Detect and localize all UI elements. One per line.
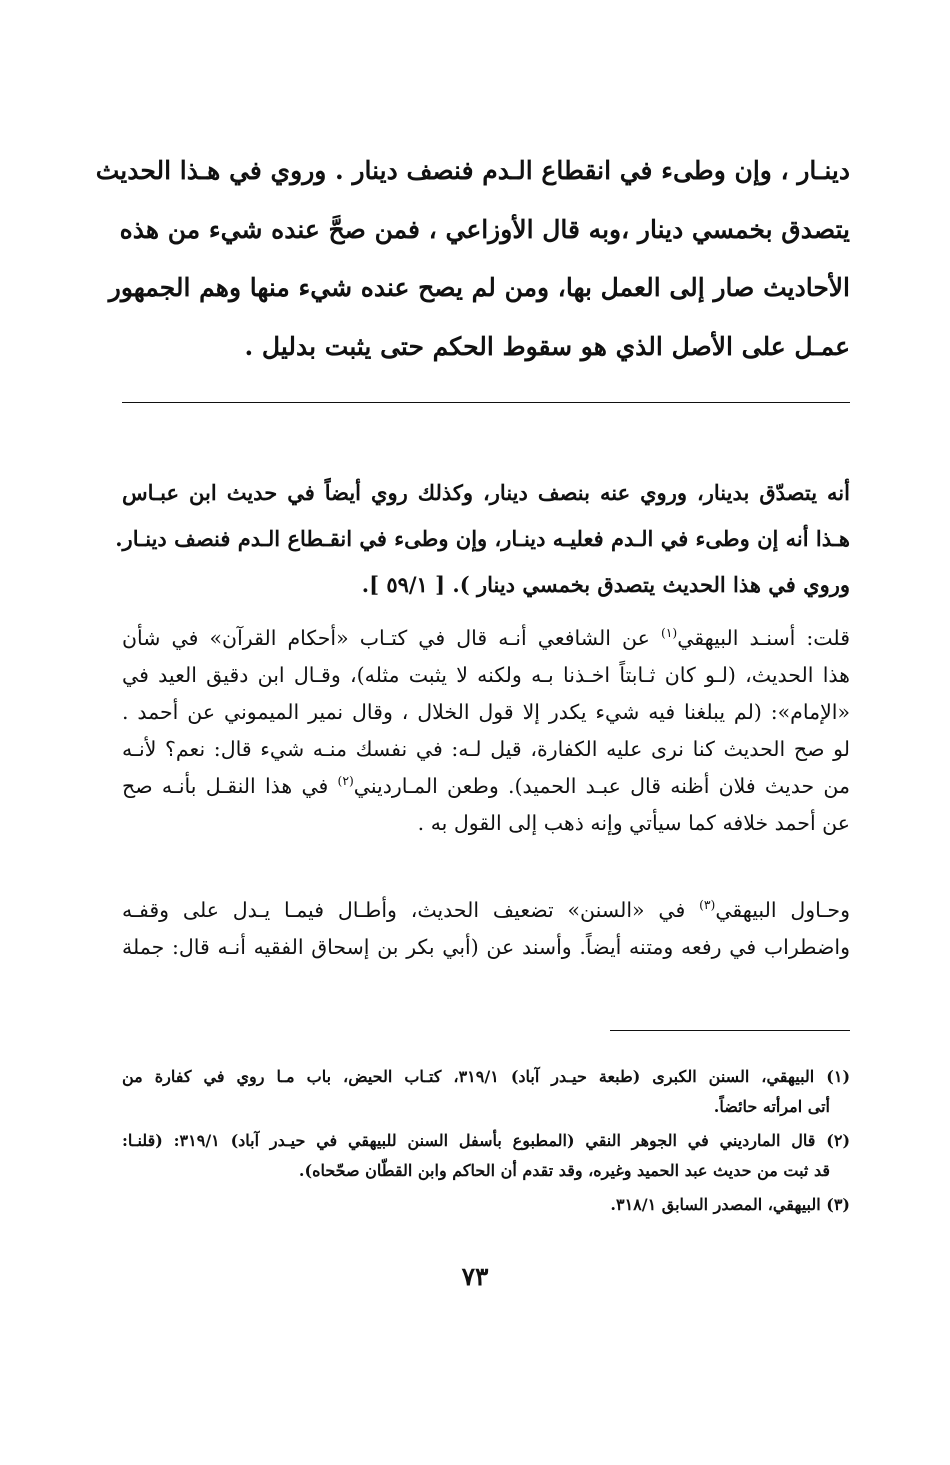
paragraph-1 xyxy=(122,620,850,842)
quote-line-1: أنه يتصدّق بدينار، وروي عنه بنصف دينار، وكذلك روي أيضاً في حديث ابن عبـاس xyxy=(122,480,850,505)
p1-line-5 xyxy=(122,768,850,805)
quote-paragraph xyxy=(115,470,850,608)
p1-line-1-end: عن الشافعي أنـه قال في كتـاب «أحكام القرآن» في شأن xyxy=(122,626,661,650)
p2-line-1-start: وحـاول البيهقي xyxy=(715,898,850,922)
quote-line-3: وروي في هذا الحديث يتصدق بخمسي دينار ). [ ٥٩/١ ]. xyxy=(361,572,850,597)
footnote-3 xyxy=(122,1190,850,1220)
top-paragraph xyxy=(95,142,850,376)
p1-line-4: لو صح الحديث كنا نرى عليه الكفارة، قيل لـه: في نفسك منـه شيء قال: نعم؟ لأنـه xyxy=(122,737,850,761)
p2-line-2: واضطراب في رفعه ومتنه أيضاً. وأسند عن (أبي بكر بن إسحاق الفقيه أنـه قال: جملة xyxy=(122,935,850,959)
p1-line-5-start: من حديث فلان أظنه قال عبـد الحميد). وطعن المـارديني xyxy=(353,774,850,798)
section-divider xyxy=(122,402,850,403)
footnote-2-line-1: (٢) قال المارديني في الجوهر النقي (المطبوع بأسفل السنن للبيهقي في حيـدر آباد) ٣١٩/١: (قلنـا: xyxy=(122,1131,851,1150)
p1-line-1-start: قلت: أسنـد البيهقي xyxy=(677,626,851,650)
page-number: ٧٣ xyxy=(461,1262,489,1291)
footnote-3-line-1: (٣) البيهقي، المصدر السابق ٣١٨/١. xyxy=(610,1195,850,1214)
p2-line-1 xyxy=(122,892,850,929)
footnote-1-line-1: (١) البيهقي، السنن الكبرى (طبعة حيـدر آباد) ٣١٩/١، كتـاب الحيض، باب مـا روي في كفارة من xyxy=(122,1067,851,1086)
footnote-ref-2: (٢) xyxy=(337,774,354,789)
footnote-ref-1: (١) xyxy=(660,626,678,641)
footnote-divider xyxy=(610,1030,850,1031)
p1-line-6: عن أحمد خلافه كما سيأتي وإنه ذهب إلى القول به . xyxy=(417,811,850,835)
p1-line-1 xyxy=(122,620,850,657)
footnote-1-line-2: أتى امرأته حائضاً. xyxy=(713,1097,830,1116)
paragraph-2 xyxy=(122,892,850,966)
p1-line-2: هذا الحديث، (لـو كان ثـابتاً اخـذنا بـه ولكنه لا يثبت مثله)، وقـال ابن دقيق العيد في xyxy=(122,663,850,687)
footnote-1 xyxy=(122,1062,850,1122)
p2-line-1-end: في «السنن» تضعيف الحديث، وأطـال فيمـا يـدل على وقفـه xyxy=(122,898,700,922)
top-line-2: يتصدق بخمسي دينار ،وبه قال الأوزاعي ، فمن صحَّ عنده شيء من هذه xyxy=(119,214,850,244)
top-line-4: عمـل على الأصل الذي هو سقوط الحكم حتى يثبت بدليل . xyxy=(244,331,850,361)
footnote-2 xyxy=(122,1126,850,1186)
top-line-3: الأحاديث صار إلى العمل بها، ومن لم يصح عنده شيء منها وهم الجمهور xyxy=(108,273,850,302)
p1-line-5-end: في هذا النقـل بأنـه صح xyxy=(122,774,338,798)
quote-line-2: هـذا أنه إن وطىء في الـدم فعليـه دينـار، وإن وطىء في انقـطاع الـدم فنصف دينـار. xyxy=(115,526,850,551)
footnote-2-line-2: قد ثبت من حديث عبد الحميد وغيره، وقد تقدم أن الحاكم وابن القطّان صحّحاه). xyxy=(298,1161,830,1180)
p1-line-3: «الإمام»: (لم يبلغنا فيه شيء يكدر إلا قول الخلال ، وقال نمير الميموني عن أحمد . xyxy=(122,700,850,724)
top-line-1: دينـار ، وإن وطىء في انقطاع الـدم فنصف دينار . وروي في هـذا الحديث xyxy=(95,156,850,185)
footnote-ref-3: (٣) xyxy=(699,898,716,913)
